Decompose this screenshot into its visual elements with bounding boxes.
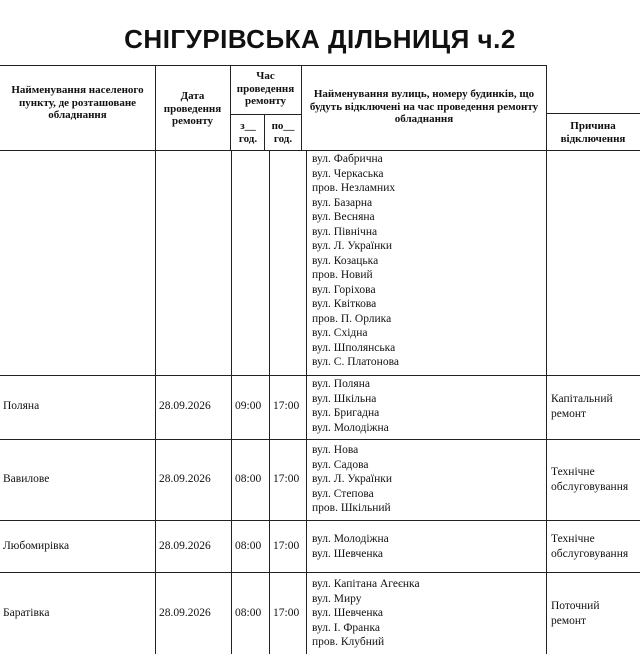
row-3-date: 28.09.2026 — [159, 540, 211, 552]
header-settlement: Найменування населеного пункту, де розташоване обладнання — [11, 84, 144, 121]
header-col-divider-3 — [264, 114, 265, 150]
row-1-settlement: Поляна — [3, 400, 40, 412]
row-3-from: 08:00 — [235, 540, 262, 552]
street-item: вул. Садова — [312, 458, 369, 471]
street-item: вул. Фабрична — [312, 153, 383, 165]
header-col-divider-2 — [230, 65, 231, 150]
row-3-settlement: Любомирівка — [3, 540, 70, 552]
street-item: пров. Незламних — [312, 182, 396, 194]
row-2-streets — [312, 443, 392, 516]
street-item: вул. Базарна — [312, 196, 373, 209]
header-col-divider-1 — [155, 65, 156, 150]
body-col-divider-1 — [155, 150, 156, 654]
row-border-1 — [0, 375, 640, 376]
row-2-from: 08:00 — [235, 473, 262, 485]
row-3-streets — [312, 532, 389, 561]
street-item: вул. Л. Українки — [312, 240, 392, 252]
header-top-border — [0, 65, 546, 66]
row-4-reason: Поточний ремонт — [551, 600, 600, 627]
row-4-streets — [312, 577, 420, 650]
row-2-reason: Технічне обслуговування — [551, 466, 629, 493]
body-col-divider-5 — [546, 150, 547, 654]
street-item: вул. Горіхова — [312, 283, 376, 296]
row-1-to: 17:00 — [273, 400, 300, 412]
street-item: пров. Шкільний — [312, 502, 391, 514]
street-item: вул. Весняна — [312, 211, 375, 223]
street-item: пров. Новий — [312, 269, 373, 281]
header-col-divider-4 — [301, 65, 302, 150]
body-col-divider-3 — [269, 150, 270, 654]
street-item: вул. Л. Українки — [312, 473, 392, 485]
street-item: вул. Бригадна — [312, 407, 380, 419]
header-time: Час проведення ремонту — [236, 70, 295, 107]
header-date: Дата проведення ремонту — [163, 90, 222, 127]
row-2-to: 17:00 — [273, 473, 300, 485]
row-4-settlement: Баратівка — [3, 607, 50, 619]
row-border-3 — [0, 520, 640, 521]
street-item: вул. Шевченка — [312, 547, 384, 560]
header-to: по__ год. — [271, 120, 295, 145]
row-3-reason: Технічне обслуговування — [551, 533, 629, 560]
street-item: вул. Поляна — [312, 378, 370, 390]
street-item: вул. Шкільна — [312, 392, 377, 405]
street-item: вул. І. Франка — [312, 621, 380, 634]
row-border-4 — [0, 572, 640, 573]
row-4-from: 08:00 — [235, 607, 262, 619]
street-item: вул. Шевченка — [312, 607, 384, 619]
row-0-streets — [312, 152, 399, 370]
street-item: вул. С. Платонова — [312, 356, 399, 368]
row-4-date: 28.09.2026 — [159, 607, 211, 619]
row-1-streets — [312, 377, 389, 435]
header-streets: Найменування вулиць, номеру будинків, що будуть відключені на час проведення ремонту обладнання — [309, 88, 539, 125]
body-col-divider-2 — [231, 150, 232, 654]
header-col-divider-5 — [546, 65, 547, 150]
header-from: з__ год. — [238, 120, 258, 145]
row-2-settlement: Вавилове — [3, 473, 50, 485]
row-4-to: 17:00 — [273, 607, 300, 619]
street-item: вул. Степова — [312, 487, 374, 500]
street-item: вул. Козацька — [312, 254, 379, 267]
street-item: вул. Нова — [312, 444, 359, 456]
street-item: вул. Північна — [312, 225, 378, 238]
street-item: вул. Миру — [312, 592, 362, 605]
street-item: пров. П. Орлика — [312, 312, 392, 325]
row-1-reason: Капітальний ремонт — [551, 393, 613, 420]
street-item: вул. Молодіжна — [312, 533, 389, 545]
header-reason: Причина відключення — [560, 120, 626, 145]
page-title: СНІГУРІВСЬКА ДІЛЬНИЦЯ ч.2 — [124, 24, 516, 54]
street-item: вул. Черкаська — [312, 167, 384, 180]
row-1-from: 09:00 — [235, 400, 262, 412]
street-item: пров. Клубний — [312, 636, 385, 648]
street-item: вул. Молодіжна — [312, 421, 389, 434]
header-bottom-border — [0, 150, 640, 151]
time-subheader-border — [231, 114, 301, 115]
row-2-date: 28.09.2026 — [159, 473, 211, 485]
street-item: вул. Шполянська — [312, 341, 396, 354]
reason-header-top-border — [546, 113, 640, 114]
street-item: вул. Східна — [312, 327, 368, 339]
row-1-date: 28.09.2026 — [159, 400, 211, 412]
street-item: вул. Квіткова — [312, 298, 377, 310]
row-3-to: 17:00 — [273, 540, 300, 552]
body-col-divider-4 — [306, 150, 307, 654]
street-item: вул. Капітана Агеєнка — [312, 578, 420, 590]
row-border-2 — [0, 439, 640, 440]
